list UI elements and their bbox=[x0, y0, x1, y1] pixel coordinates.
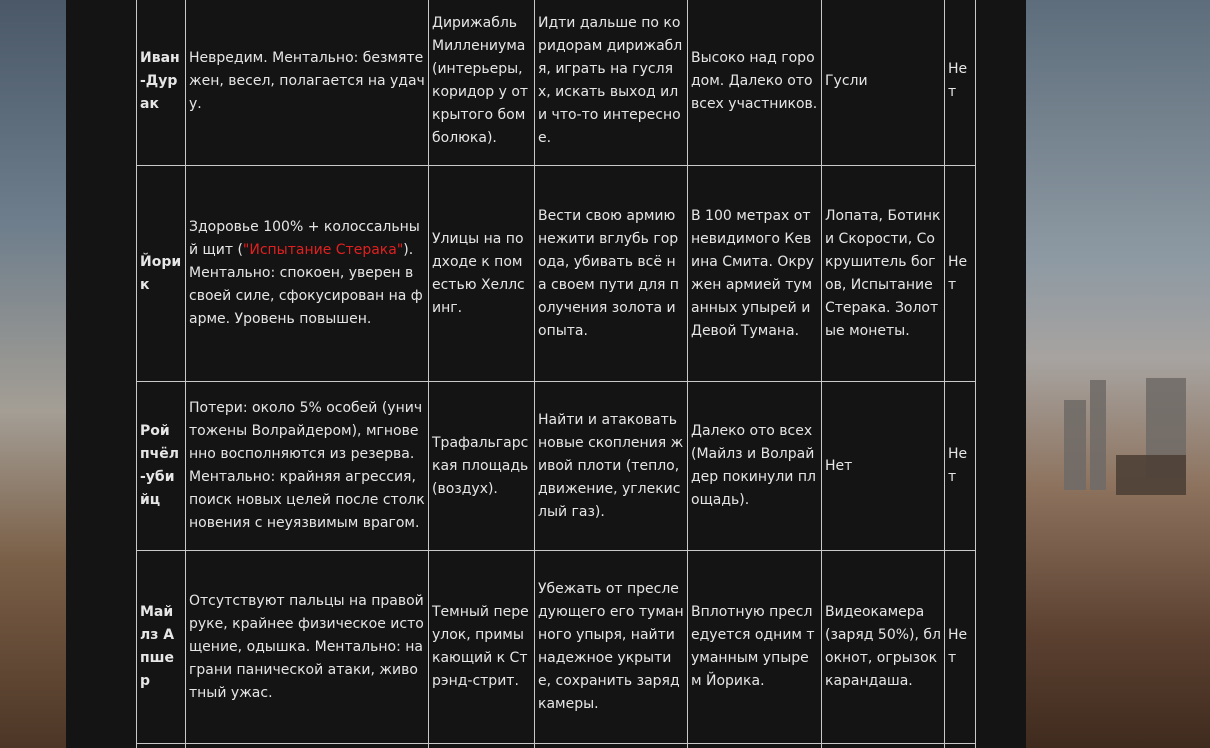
ruin-rubble bbox=[1116, 455, 1186, 495]
empty-cell bbox=[822, 744, 945, 748]
participant-flag: Нет bbox=[945, 551, 976, 744]
participant-items: Гусли bbox=[822, 0, 945, 166]
participant-items: Видеокамера (заряд 50%), блокнот, огрызок карандаша. bbox=[822, 551, 945, 744]
ruin-spire bbox=[1090, 380, 1106, 490]
table-row bbox=[137, 382, 976, 551]
empty-cell bbox=[945, 744, 976, 748]
participant-name: Рой пчёл-убийц bbox=[137, 382, 186, 551]
participant-flag: Нет bbox=[945, 166, 976, 382]
participant-position: Вплотную преследуется одним туманным упырем Йорика. bbox=[688, 551, 822, 744]
participant-name: Иван-Дурак bbox=[137, 0, 186, 166]
participant-state: Потери: около 5% особей (уничтожены Волрайдером), мгновенно восполняются из резерва. Ментально: крайняя агрессия, поиск новых целей после столкновения с неуязвимым врагом. bbox=[186, 382, 429, 551]
participant-position: В 100 метрах от невидимого Кевина Смита. Окружен армией туманных упырей и Девой Тумана. bbox=[688, 166, 822, 382]
participant-position: Высоко над городом. Далеко ото всех участников. bbox=[688, 0, 822, 166]
participant-name: Йорик bbox=[137, 166, 186, 382]
participants-table bbox=[136, 0, 976, 748]
background-left bbox=[0, 0, 66, 748]
participant-goal: Вести свою армию нежити вглубь города, убивать всё на своем пути для получения золота и опыта. bbox=[535, 166, 688, 382]
participant-items: Лопата, Ботинки Скорости, Сокрушитель богов, Испытание Стерака. Золотые монеты. bbox=[822, 166, 945, 382]
state-text: Здоровье 100% + колоссальный щит ( bbox=[189, 219, 420, 258]
empty-cell bbox=[688, 744, 822, 748]
empty-cell bbox=[137, 744, 186, 748]
background-right bbox=[1026, 0, 1210, 748]
ruin-spire bbox=[1064, 400, 1086, 490]
table-row bbox=[137, 551, 976, 744]
participant-flag: Нет bbox=[945, 382, 976, 551]
participant-state: Отсутствуют пальцы на правой руке, крайнее физическое истощение, одышка. Ментально: на грани панической атаки, животный ужас. bbox=[186, 551, 429, 744]
state-text: ). Ментально: спокоен, уверен в своей силе, сфокусирован на фарме. Уровень повышен. bbox=[189, 242, 423, 327]
content-panel bbox=[66, 0, 1026, 748]
participant-name: Майлз Апшер bbox=[137, 551, 186, 744]
table-row bbox=[137, 744, 976, 748]
participant-location: Улицы на подходе к поместью Хеллсинг. bbox=[429, 166, 535, 382]
participant-location: Дирижабль Миллениума (интерьеры, коридор у открытого бомболюка). bbox=[429, 0, 535, 166]
empty-cell bbox=[429, 744, 535, 748]
sterak-link[interactable]: "Испытание Стерака" bbox=[242, 242, 404, 258]
empty-cell bbox=[186, 744, 429, 748]
participant-items: Нет bbox=[822, 382, 945, 551]
participant-goal: Идти дальше по коридорам дирижабля, играть на гуслях, искать выход или что-то интересное. bbox=[535, 0, 688, 166]
participant-goal: Найти и атаковать новые скопления живой плоти (тепло, движение, углекислый газ). bbox=[535, 382, 688, 551]
participant-state bbox=[186, 166, 429, 382]
participant-flag: Нет bbox=[945, 0, 976, 166]
participant-goal: Убежать от преследующего его туманного упыря, найти надежное укрытие, сохранить заряд камеры. bbox=[535, 551, 688, 744]
table-row bbox=[137, 166, 976, 382]
participant-location: Темный переулок, примыкающий к Стрэнд-стрит. bbox=[429, 551, 535, 744]
participant-position: Далеко ото всех (Майлз и Волрайдер покинули площадь). bbox=[688, 382, 822, 551]
table-row bbox=[137, 0, 976, 166]
empty-cell bbox=[535, 744, 688, 748]
participant-state: Невредим. Ментально: безмятежен, весел, полагается на удачу. bbox=[186, 0, 429, 166]
participant-location: Трафальгарская площадь (воздух). bbox=[429, 382, 535, 551]
